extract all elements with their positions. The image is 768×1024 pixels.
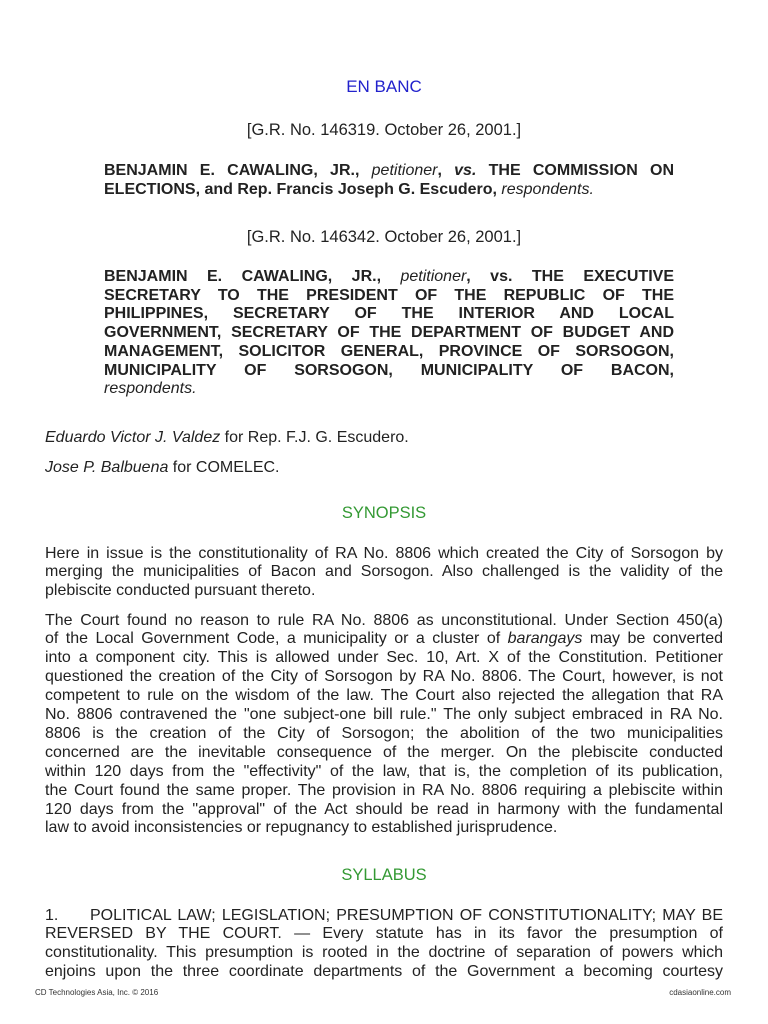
paragraph-line: competent to rule on the wisdom of the law. The Court also rejected the allegation that RA xyxy=(45,687,723,705)
case-number: [G.R. No. 146319. October 26, 2001.] xyxy=(246,121,522,139)
title-line xyxy=(104,305,674,324)
title-line xyxy=(104,324,674,343)
paragraph-line: questioned the creation of the City of Sorsogon by RA No. 8806. The Court, however, is not xyxy=(45,668,723,686)
party-role: respondents. xyxy=(104,380,197,398)
paragraph-line: 8806 is the creation of the City of Sorsogon; the abolition of the two municipalities xyxy=(45,724,723,742)
party-role: respondents. xyxy=(501,180,594,198)
text-segment: PHILIPPINES, SECRETARY OF THE INTERIOR AND LOCAL xyxy=(104,305,674,323)
paragraph-line: merging the municipalities of Bacon and Sorsogon. Also challenged is the validity of the xyxy=(45,563,723,581)
footer-publisher: CD Technologies Asia, Inc. © 2016 xyxy=(35,988,159,997)
item-number: 1. xyxy=(45,906,59,924)
synopsis-paragraph xyxy=(45,612,723,839)
text-segment: THE COMMISSION ON xyxy=(476,162,675,179)
text-segment: MANAGEMENT, SOLICITOR GENERAL, PROVINCE OF SORSOGON, xyxy=(104,342,674,360)
syllabus-item xyxy=(45,907,723,983)
paragraph-line xyxy=(45,630,723,649)
paragraph-line: No. 8806 contravened the "one subject-one bill rule." The only subject embraced in RA No. xyxy=(45,706,723,724)
synopsis-heading: SYNOPSIS xyxy=(341,504,427,522)
text-segment: of the Local Government Code, a municipality or a cluster of xyxy=(45,630,508,648)
footer-site: cdasiaonline.com xyxy=(669,988,731,997)
synopsis-paragraph xyxy=(45,545,723,602)
text-segment: POLITICAL LAW; LEGISLATION; PRESUMPTION OF CONSTITUTIONALITY; MAY BE xyxy=(90,906,723,924)
text-segment: may be converted xyxy=(582,630,724,648)
text-segment: ELECTIONS, and Rep. Francis Joseph G. Escudero, xyxy=(104,180,502,198)
title-line xyxy=(104,181,674,200)
paragraph-line xyxy=(45,907,723,926)
paragraph-line: The Court found no reason to rule RA No. 8806 as unconstitutional. Under Section 450(a) xyxy=(45,611,723,629)
counsel-name: Jose P. Balbuena xyxy=(45,458,169,476)
case-title xyxy=(104,162,674,199)
title-line xyxy=(104,362,674,381)
text-segment: GOVERNMENT, SECRETARY OF THE DEPARTMENT OF BUDGET AND xyxy=(104,324,674,342)
counsel-party: for COMELEC. xyxy=(168,458,280,476)
case-number: [G.R. No. 146342. October 26, 2001.] xyxy=(246,228,522,246)
title-line xyxy=(104,380,674,399)
paragraph-line: law to avoid inconsistencies or repugnancy to established jurisprudence. xyxy=(45,819,558,837)
case-title xyxy=(104,268,674,399)
text-segment: SECRETARY TO THE PRESIDENT OF THE REPUBLIC OF THE xyxy=(104,286,674,304)
paragraph-line: into a component city. This is allowed under Sec. 10, Art. X of the Constitution. Petitioner xyxy=(45,649,723,667)
paragraph-line: 120 days from the "approval" of the Act should be read in harmony with the fundamental xyxy=(45,800,723,818)
paragraph-line: Here in issue is the constitutionality of RA No. 8806 which created the City of Sorsogon by xyxy=(45,544,723,562)
counsel-party: for Rep. F.J. G. Escudero. xyxy=(220,428,409,446)
syllabus-heading: SYLLABUS xyxy=(341,866,427,884)
emphasized-term: barangays xyxy=(507,630,583,648)
text-segment: , xyxy=(437,162,455,179)
paragraph-line: plebiscite conducted pursuant thereto. xyxy=(45,582,316,600)
title-line xyxy=(104,287,674,306)
paragraph-line: enjoins upon the three coordinate departments of the Government a becoming courtesy xyxy=(45,963,723,981)
paragraph-line: the Court found the same proper. The provision in RA No. 8806 requiring a plebiscite within xyxy=(45,781,723,799)
counsel-name: Eduardo Victor J. Valdez xyxy=(45,428,221,446)
paragraph-line: within 120 days from the "effectivity" of the law, that is, the completion of its publication, xyxy=(45,762,723,780)
party-role: petitioner xyxy=(400,268,467,285)
party-role: petitioner xyxy=(371,162,438,179)
text-segment: , vs. THE EXECUTIVE xyxy=(466,268,675,285)
title-line xyxy=(104,268,674,287)
division-label: EN BANC xyxy=(346,77,422,96)
paragraph-line: constitutionality. This presumption is rooted in the doctrine of separation of powers which xyxy=(45,944,723,962)
counsel-line xyxy=(45,458,280,477)
title-line xyxy=(104,162,674,181)
paragraph-line: concerned are the inevitable consequence of the merger. On the plebiscite conducted xyxy=(45,743,723,761)
text-segment: BENJAMIN E. CAWALING, JR., xyxy=(104,268,401,285)
title-line xyxy=(104,343,674,362)
text-segment: MUNICIPALITY OF SORSOGON, MUNICIPALITY OF BACON, xyxy=(104,361,674,379)
counsel-line xyxy=(45,428,409,447)
paragraph-line: REVERSED BY THE COURT. — Every statute has in its favor the presumption of xyxy=(45,925,723,943)
versus-label: vs. xyxy=(454,162,477,179)
text-segment: BENJAMIN E. CAWALING, JR., xyxy=(104,162,372,179)
